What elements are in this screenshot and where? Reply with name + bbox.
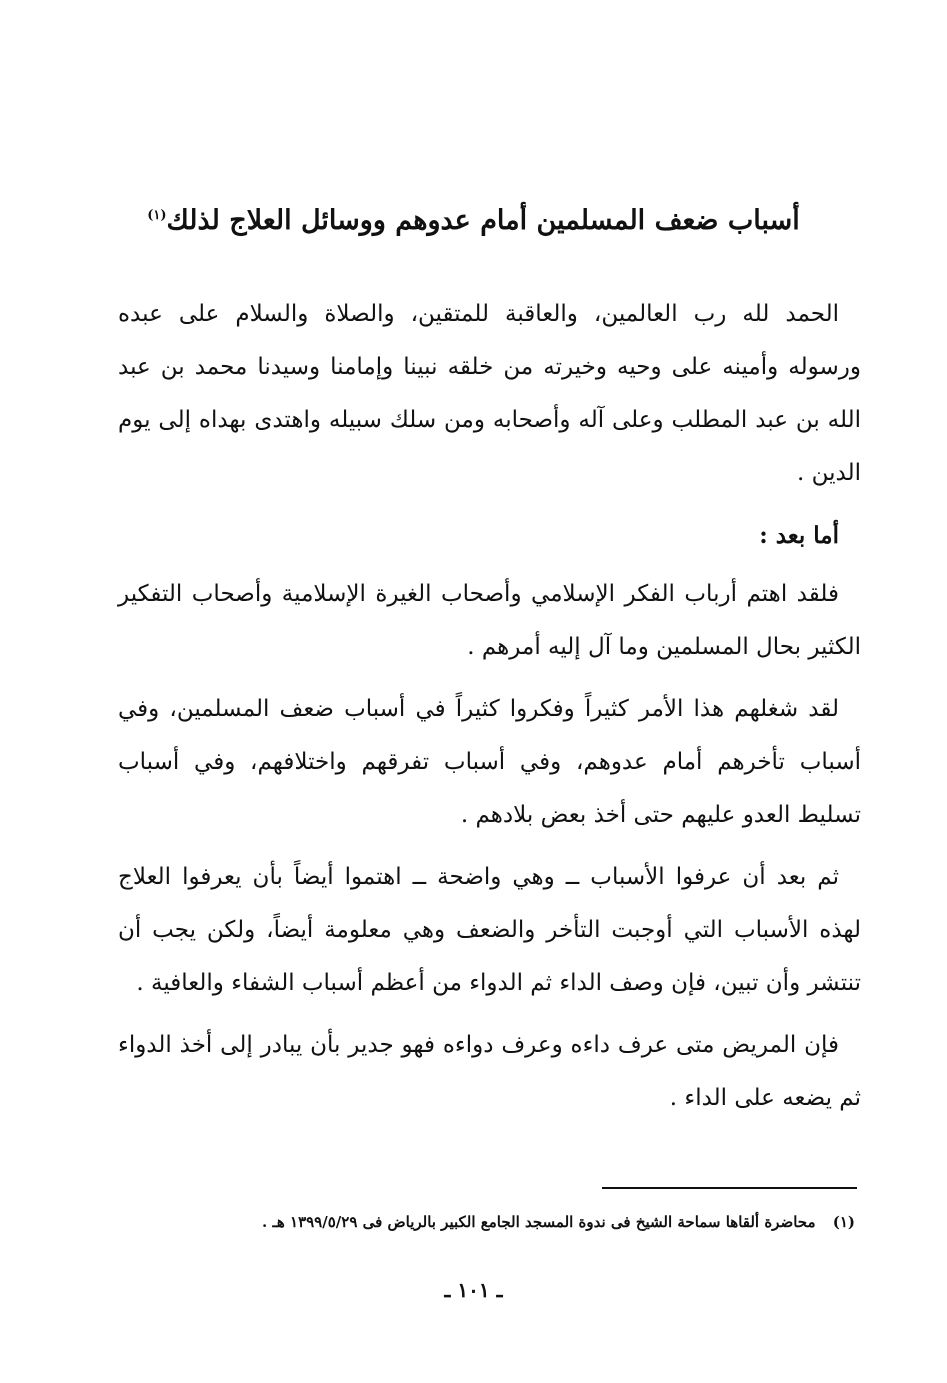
title-footnote-marker: (١) (147, 208, 167, 224)
paragraph-intro: الحمد لله رب العالمين، والعاقبة للمتقين، والصلاة والسلام على عبده ورسوله وأمينه على وحيه وخيرته من خلقه نبينا وإمامنا وسيدنا محمد بن عبد الله بن عبد المطلب وعلى آله وأصحابه ومن سلك سبيله واهتدى بهداه إلى يوم الدين . (118, 301, 861, 486)
footnote-number: (١) (832, 1213, 855, 1231)
footnote-divider (602, 1187, 857, 1189)
paragraph-2: فلقد اهتم أرباب الفكر الإسلامي وأصحاب الغيرة الإسلامية وأصحاب التفكير الكثير بحال المسلمين وما آل إليه أمرهم . (118, 581, 861, 660)
subheading: أما بعد : (759, 522, 839, 549)
paragraph-3: لقد شغلهم هذا الأمر كثيراً وفكروا كثيراً في أسباب ضعف المسلمين، وفي أسباب تأخرهم أمام عدوهم، وفي أسباب تفرقهم واختلافهم، وفي أسباب تسليط العدو عليهم حتى أخذ بعض بلادهم . (118, 696, 861, 828)
body-text (118, 288, 861, 1134)
page-title (100, 196, 847, 241)
paragraph-4: ثم بعد أن عرفوا الأسباب ــ وهي واضحة ــ اهتموا أيضاً بأن يعرفوا العلاج لهذه الأسباب التي أوجبت التأخر والضعف وهي معلومة أيضاً، ولكن يجب أن تنتشر وأن تبين، فإن وصف الداء ثم الدواء من أعظم أسباب الشفاء والعافية . (118, 864, 861, 996)
paragraph-5: فإن المريض متى عرف داءه وعرف دواءه فهو جدير بأن يبادر إلى أخذ الدواء ثم يضعه على الداء . (118, 1032, 861, 1111)
footnote-text: محاضرة ألقاها سماحة الشيخ فى ندوة المسجد الجامع الكبير بالرياض فى ١٣٩٩/٥/٢٩ هـ . (262, 1213, 816, 1231)
title-text: أسباب ضعف المسلمين أمام عدوهم ووسائل العلاج لذلك (166, 205, 800, 237)
footnote (110, 1208, 855, 1236)
page-number: ـ ١٠١ ـ (444, 1278, 503, 1302)
